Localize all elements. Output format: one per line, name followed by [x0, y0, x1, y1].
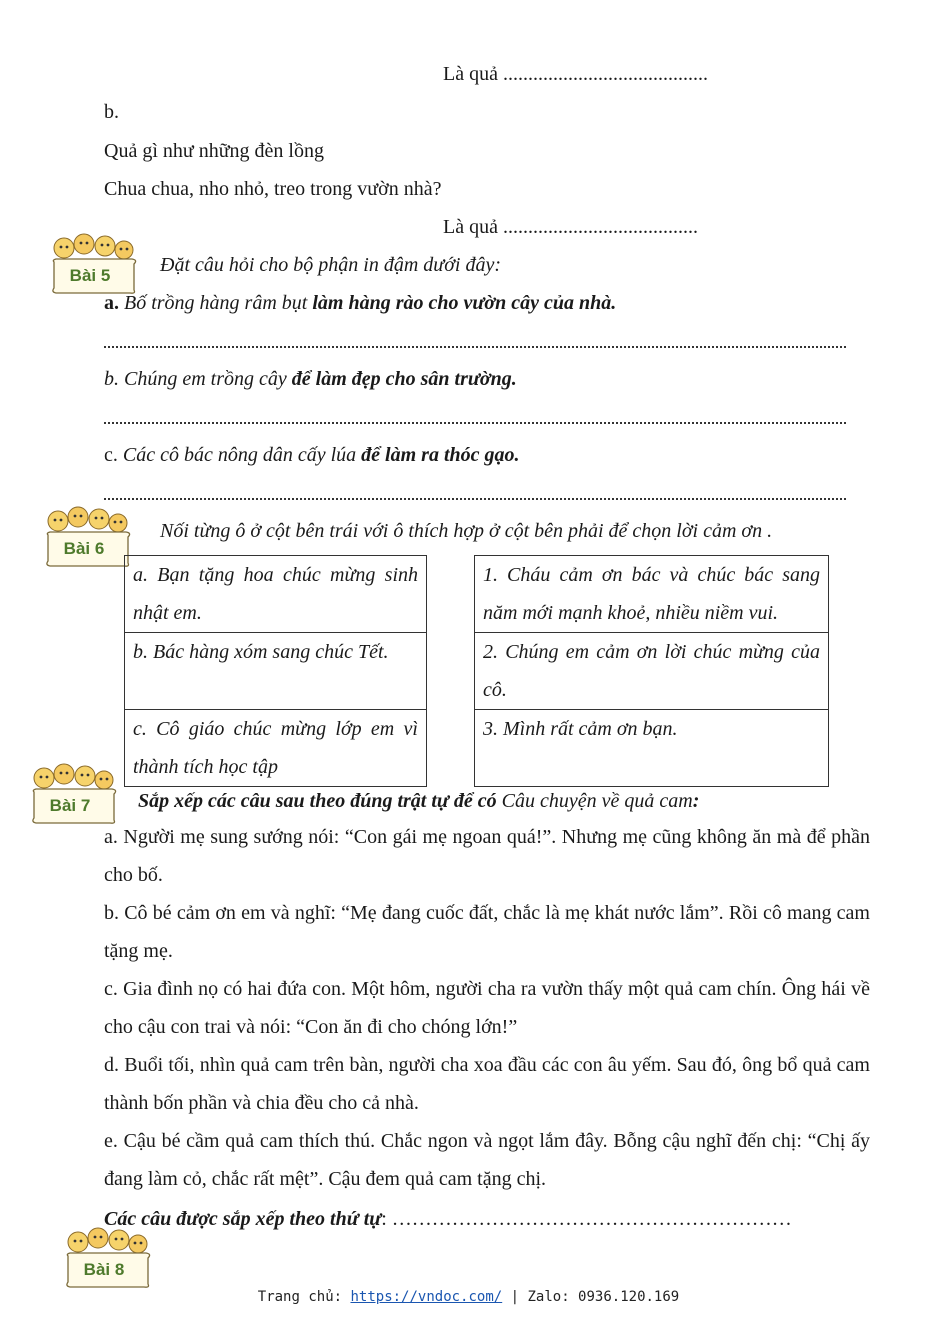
bai5-item-b-bold: để làm đẹp cho sân trường. — [291, 368, 517, 390]
bai6-right-cell-1[interactable]: 1. Cháu cảm ơn bác và chúc bác sang năm mới mạnh khoẻ, nhiều niềm vui. — [475, 556, 828, 633]
bai5-item-c-prefix: c. — [104, 444, 118, 466]
page-footer — [0, 1289, 937, 1305]
bai5-badge — [48, 230, 140, 296]
bai5-answer-line-a[interactable] — [104, 344, 846, 348]
bai6-left-cell-c[interactable]: c. Cô giáo chúc mừng lớp em vì thành tích học tập — [133, 718, 418, 778]
bai6-instruction: Nối từng ô ở cột bên trái với ô thích hợp ở cột bên phải để chọn lời cảm ơn . — [160, 520, 773, 542]
bai7-instruction-bold: Sắp xếp các câu sau theo đúng trật tự để có — [138, 790, 497, 812]
riddle-b-line1: Quả gì như những đèn lồng — [104, 140, 324, 162]
bai7-item-d: d. Buổi tối, nhìn quả cam trên bàn, người cha xoa đầu các con âu yếm. Sau đó, ông bổ quả cam thành bốn phần và chia đều cho cả nhà. — [104, 1054, 870, 1114]
bai6-right-column — [474, 555, 829, 787]
bai7-item-e: e. Cậu bé cầm quả cam thích thú. Chắc ngon và ngọt lắm đây. Bỗng cậu nghĩ đến chị: “Chị ấy đang làm cỏ, chắc rất mệt”. Cậu đem quả cam tặng chị. — [104, 1130, 870, 1190]
riddle-b-answer: Là quả ....................................... — [443, 216, 698, 238]
bai5-item-b — [104, 367, 517, 391]
bai6-left-column — [124, 555, 427, 787]
bai5-item-a-prefix: a. — [104, 292, 119, 314]
riddle-b-label: b. — [104, 101, 119, 123]
bai7-badge-label: Bài 7 — [49, 796, 91, 815]
bai6-left-cell-a[interactable]: a. Bạn tặng hoa chúc mừng sinh nhật em. — [125, 556, 426, 633]
bai7-item-b: b. Cô bé cảm ơn em và nghĩ: “Mẹ đang cuốc đất, chắc là mẹ khát nước lắm”. Rồi cô mang cam tặng mẹ. — [104, 902, 870, 962]
bai5-instruction: Đặt câu hỏi cho bộ phận in đậm dưới đây: — [160, 254, 501, 276]
bai7-item-c: c. Gia đình nọ có hai đứa con. Một hôm, người cha ra vườn thấy một quả cam chín. Ông hái về cho cậu con trai và nói: “Con ăn đi cho chóng lớn!” — [104, 978, 870, 1038]
kids-banner-icon — [62, 1224, 154, 1290]
bai5-badge-label: Bài 5 — [69, 266, 111, 285]
bai7-instruction-end: : — [692, 790, 700, 812]
bai7-order-blank[interactable]: : …………………………………………………… — [381, 1208, 792, 1230]
bai6-right-cell-3[interactable]: 3. Mình rất cảm ơn bạn. — [483, 718, 678, 740]
bai5-item-a-bold: làm hàng rào cho vườn cây của nhà. — [312, 292, 617, 314]
bai5-item-c — [104, 443, 520, 467]
bai8-badge — [62, 1224, 154, 1290]
bai7-badge — [28, 760, 120, 826]
footer-prefix: Trang chủ: — [257, 1289, 351, 1305]
bai7-instruction — [138, 789, 699, 813]
bai5-item-c-bold: để làm ra thóc gạo. — [361, 444, 520, 466]
bai7-order-line — [104, 1207, 792, 1231]
bai6-right-cell-2[interactable]: 2. Chúng em cảm ơn lời chúc mừng của cô. — [475, 633, 828, 710]
riddle-b-line2: Chua chua, nho nhỏ, treo trong vườn nhà? — [104, 178, 442, 200]
bai5-item-b-prefix: b. — [104, 368, 119, 390]
bai5-item-a — [104, 291, 616, 315]
riddle-a-answer: Là quả ......................................... — [443, 63, 708, 85]
bai5-item-c-text: Các cô bác nông dân cấy lúa — [117, 444, 362, 466]
kids-banner-icon — [42, 503, 134, 569]
bai5-answer-line-c[interactable] — [104, 496, 846, 500]
kids-banner-icon — [48, 230, 140, 296]
footer-home-link[interactable]: https://vndoc.com/ — [350, 1289, 503, 1305]
bai6-badge — [42, 503, 134, 569]
bai7-instruction-story: Câu chuyện về quả cam — [496, 790, 693, 812]
footer-zalo: | Zalo: 0936.120.169 — [502, 1289, 680, 1305]
bai8-badge-label: Bài 8 — [83, 1260, 125, 1279]
bai7-order-label: Các câu được sắp xếp theo thứ tự — [104, 1208, 382, 1230]
bai5-item-b-text: Chúng em trồng cây — [119, 368, 292, 390]
bai5-answer-line-b[interactable] — [104, 420, 846, 424]
bai7-item-a: a. Người mẹ sung sướng nói: “Con gái mẹ ngoan quá!”. Nhưng mẹ cũng không ăn mà để phần cho bố. — [104, 826, 870, 886]
bai6-left-cell-b[interactable]: b. Bác hàng xóm sang chúc Tết. — [125, 633, 426, 710]
bai5-item-a-text: Bố trồng hàng râm bụt — [119, 292, 313, 314]
kids-banner-icon — [28, 760, 120, 826]
bai6-badge-label: Bài 6 — [63, 539, 105, 558]
